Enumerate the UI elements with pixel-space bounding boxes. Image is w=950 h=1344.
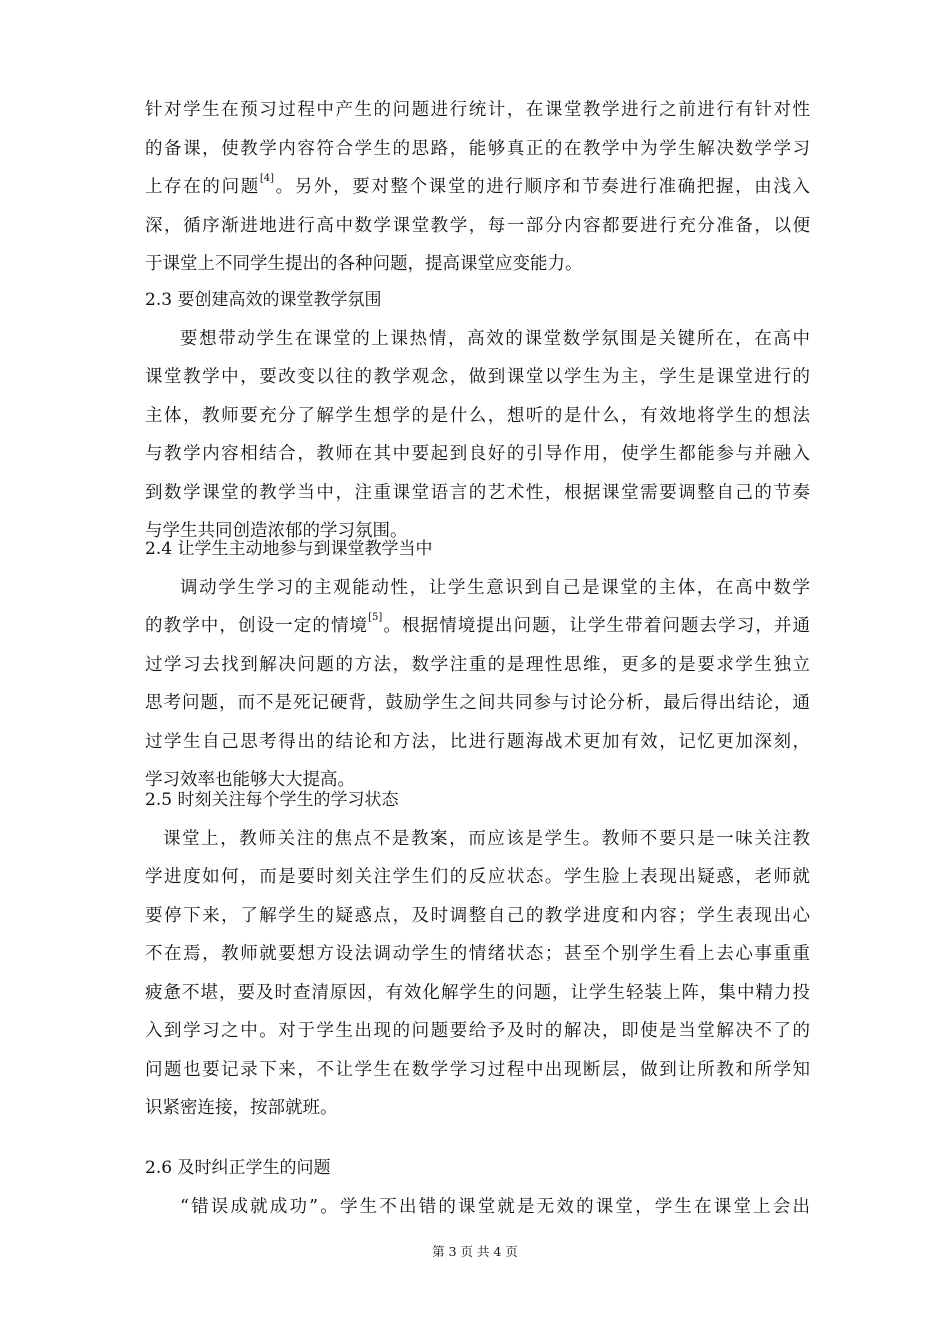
text-line: 要想带动学生在课堂的上课热情，高效的课堂数学氛围是关键所在，在高中 — [180, 328, 810, 349]
section-2-3 — [145, 281, 810, 551]
text-line: 学进度如何，而是要时刻关注学生们的反应状态。学生脸上表现出疑惑，老师就 — [145, 867, 810, 887]
text-line: 于课堂上不同学生提出的各种问题，提高课堂应变能力。 — [145, 254, 583, 274]
text-line: 与学生共同创造浓郁的学习氛围。 — [145, 521, 408, 541]
paragraph-continuation — [145, 91, 810, 284]
section-2-6 — [145, 1149, 810, 1226]
text-line: 到数学课堂的教学当中，注重课堂语言的艺术性，根据课堂需要调整自己的节奏 — [145, 482, 810, 503]
section-heading: 2.3 要创建高效的课堂教学氛围 — [145, 290, 382, 310]
text-line: 入到学习之中。对于学生出现的问题要给予及时的解决，即使是当堂解决不了的 — [145, 1021, 810, 1041]
citation-reference: [5] — [368, 612, 383, 623]
text-line: 深，循序渐进地进行高中数学课堂教学，每一部分内容都要进行充分准备，以便 — [145, 215, 810, 236]
page-number-footer: 第 3 页 共 4 页 — [432, 1244, 518, 1259]
text-line: 识紧密连接，按部就班。 — [145, 1098, 338, 1118]
text-line — [145, 168, 810, 207]
text-line: 疲惫不堪，要及时查清原因，有效化解学生的问题，让学生轻装上阵，集中精力投 — [145, 982, 810, 1003]
text-line: 主体，教师要充分了解学生想学的是什么，想听的是什么，有效地将学生的想法 — [145, 405, 810, 426]
text-line: 针对学生在预习过程中产生的问题进行统计，在课堂教学进行之前进行有针对性 — [145, 100, 810, 120]
text-line: 要停下来，了解学生的疑惑点，及时调整自己的教学进度和内容；学生表现出心 — [145, 905, 810, 926]
citation-reference: [4] — [259, 173, 275, 184]
text-segment: 。根据情境提出问题，让学生带着问题去学习，并通 — [382, 616, 810, 636]
text-line: 课堂上，教师关注的焦点不是教案，而应该是学生。教师不要只是一味关注教 — [163, 828, 810, 849]
text-segment: 上存在的问题 — [145, 177, 260, 197]
text-line: 过学生自己思考得出的结论和方法，比进行题海战术更加有效，记忆更加深刻， — [145, 731, 810, 752]
section-2-5 — [145, 781, 810, 1128]
section-2-4 — [145, 530, 810, 800]
text-line — [145, 607, 810, 646]
text-line: 思考问题，而不是死记硬背，鼓励学生之间共同参与讨论分析，最后得出结论，通 — [145, 693, 810, 713]
text-segment: 的教学中，创设一定的情境 — [145, 616, 369, 636]
text-line: 课堂教学中，要改变以往的教学观念，做到课堂以学生为主，学生是课堂进行的 — [145, 367, 810, 387]
text-line: 不在焉，教师就要想方设法调动学生的情绪状态；甚至个别学生看上去心事重重 — [145, 944, 810, 964]
text-segment: 。另外，要对整个课堂的进行顺序和节奏进行准确把握，由浅入 — [274, 177, 810, 197]
text-line: 学习效率也能够大大提高。 — [145, 770, 355, 790]
text-line: 与教学内容相结合，教师在其中要起到良好的引导作用，使学生都能参与并融入 — [145, 444, 810, 464]
text-line: 过学习去找到解决问题的方法，数学注重的是理性思维，更多的是要求学生独立 — [145, 654, 810, 675]
text-line: 的备课，使教学内容符合学生的思路，能够真正的在教学中为学生解决数学学习 — [145, 138, 810, 159]
text-line: 问题也要记录下来，不让学生在数学学习过程中出现断层，做到让所教和所学知 — [145, 1059, 810, 1080]
section-heading: 2.5 时刻关注每个学生的学习状态 — [145, 790, 399, 810]
section-heading: 2.6 及时纠正学生的问题 — [145, 1158, 331, 1178]
section-heading: 2.4 让学生主动地参与到课堂教学当中 — [145, 539, 433, 559]
text-line: 调动学生学习的主观能动性，让学生意识到自己是课堂的主体，在高中数学 — [180, 577, 810, 598]
text-line: “错误成就成功”。学生不出错的课堂就是无效的课堂，学生在课堂上会出 — [180, 1196, 810, 1217]
